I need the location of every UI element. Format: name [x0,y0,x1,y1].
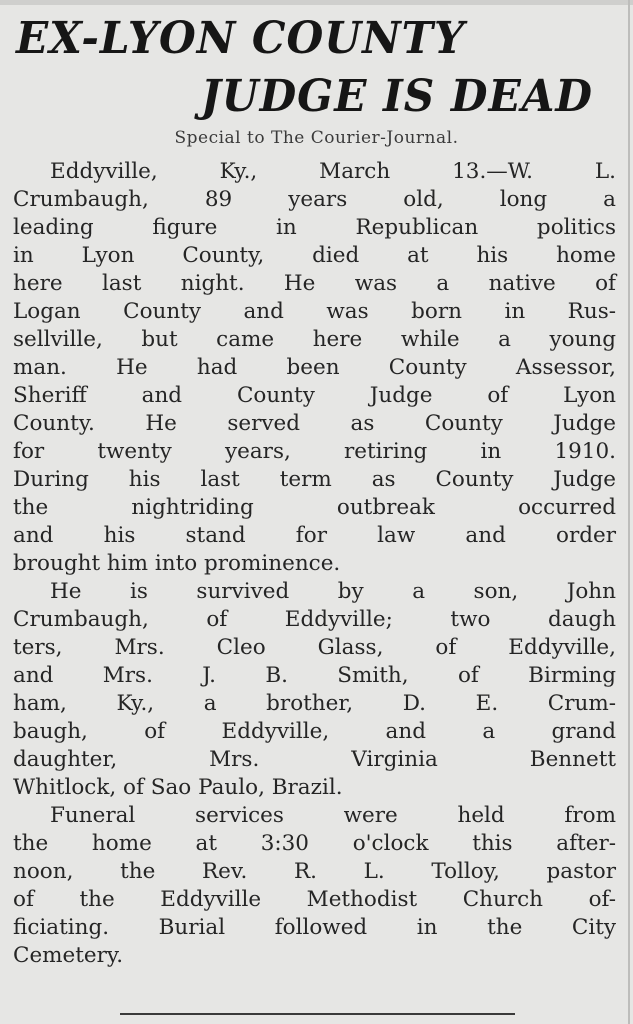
body-line: and Mrs. J. B. Smith, of Birming [13,663,616,688]
body-line: sellville, but came here while a young [13,327,616,352]
byline-credit: Special to The Courier-Journal. [174,128,459,148]
body-line: Whitlock, of Sao Paulo, Brazil. [13,775,343,800]
column-rule [628,0,630,1024]
headline-line-1: EX-LYON COUNTY [16,13,466,64]
body-line: Crumbaugh, 89 years old, long a [13,187,616,212]
body-line: noon, the Rev. R. L. Tolloy, pastor [13,859,616,884]
article-body [13,158,616,970]
body-line: Logan County and was born in Rus- [13,299,616,324]
body-line: County. He served as County Judge [13,411,616,436]
body-line: ters, Mrs. Cleo Glass, of Eddyville, [13,635,616,660]
body-line: man. He had been County Assessor, [13,355,616,380]
headline [16,10,597,126]
body-line: Crumbaugh, of Eddyville; two daugh [13,607,616,632]
body-line: Eddyville, Ky., March 13.—W. L. [50,159,616,184]
body-line: for twenty years, retiring in 1910. [13,439,616,464]
body-line: of the Eddyville Methodist Church of- [13,887,616,912]
bottom-rule [120,1013,515,1015]
body-line: He is survived by a son, John [50,579,616,604]
body-line: During his last term as County Judge [13,467,616,492]
body-line: ficiating. Burial followed in the City [13,915,616,940]
body-line: the home at 3:30 o'clock this after- [13,831,616,856]
body-line: Sheriff and County Judge of Lyon [13,383,616,408]
body-line: baugh, of Eddyville, and a grand [13,719,616,744]
body-line: ham, Ky., a brother, D. E. Crum- [13,691,616,716]
body-line: in Lyon County, died at his home [13,243,616,268]
body-line: daughter, Mrs. Virginia Bennett [13,747,616,772]
top-rule [0,0,633,5]
body-line: here last night. He was a native of [13,271,616,296]
body-line: and his stand for law and order [13,523,616,548]
body-line: leading figure in Republican politics [13,215,616,240]
headline-line-2: JUDGE IS DEAD [200,71,593,122]
body-line: Funeral services were held from [50,803,616,828]
body-line: brought him into prominence. [13,551,341,576]
body-line: the nightriding outbreak occurred [13,495,616,520]
body-line: Cemetery. [13,943,124,968]
